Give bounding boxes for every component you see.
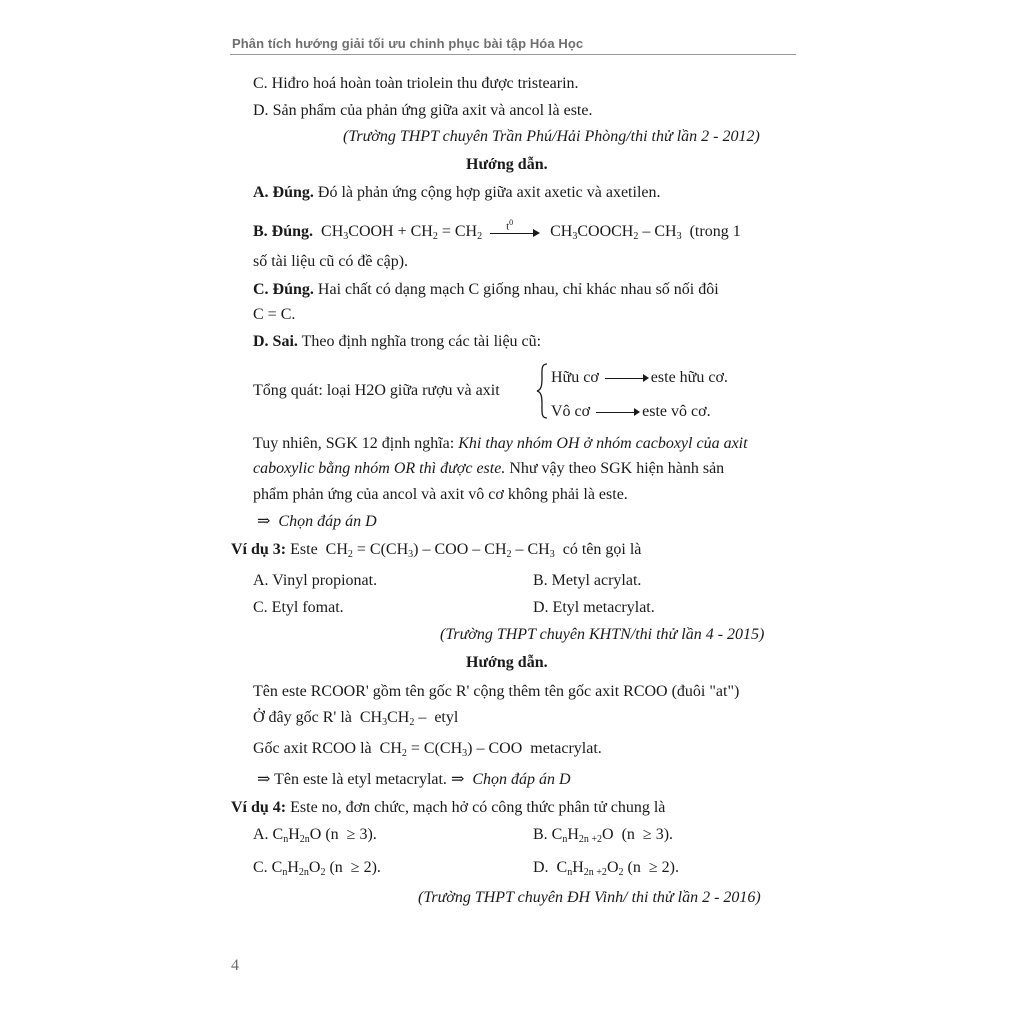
header-rule [230, 54, 796, 55]
example-3-option-b: B. Metyl acrylat. [533, 572, 642, 589]
branch-organic: Hữu cơ este hữu cơ. [551, 369, 728, 386]
arrow-icon [605, 378, 645, 379]
example-4-option-b: B. $C_nH_{2n +2}O$ (n ≥ 3). [533, 826, 674, 845]
general-statement: Tổng quát: loại H2O giữa rượu và axit [253, 382, 500, 399]
curly-brace-icon [535, 362, 549, 420]
branch-inorganic: Vô cơ este vô cơ. [551, 403, 711, 420]
running-header: Phân tích hướng giải tối ưu chinh phục bài tập Hóa Học [232, 36, 584, 51]
example-4-question: Ví dụ 4: Este no, đơn chức, mạch hở có công thức phân tử chung là [231, 799, 666, 816]
implies-icon: ⇒ [257, 771, 271, 788]
example-3-question: Ví dụ 3: Este $CH_2 = C(CH_3)$ – COO – $CH_2 - CH_3$ có tên gọi là [231, 541, 642, 560]
page-number: 4 [231, 957, 239, 974]
guide-title-2: Hướng dẫn. [466, 654, 548, 671]
answer-1: ⇒ Chọn đáp án D [257, 513, 377, 530]
option-d: D. Sản phẩm của phản ứng giữa axit và ancol là este. [253, 102, 593, 119]
however-line2: caboxylic bằng nhóm OR thì được este. Như vậy theo SGK hiện hành sản [253, 460, 725, 477]
example-3-option-c: C. Etyl fomat. [253, 599, 344, 616]
guide2-line1: Tên este RCOOR' gồm tên gốc R' cộng thêm tên gốc axit RCOO (đuôi "at") [253, 683, 740, 700]
guide1-c-line2: C = C. [253, 306, 296, 323]
guide1-b-equation: B. Đúng. $CH_3COOH + CH_2 = CH_2$ $t^0$ $CH_3COOCH_2 - CH_3$ (trong 1 [253, 217, 741, 242]
guide1-c: C. Đúng. Hai chất có dạng mạch C giống nhau, chỉ khác nhau số nối đôi [253, 281, 719, 298]
option-c: C. Hiđro hoá hoàn toàn triolein thu được tristearin. [253, 75, 579, 92]
implies-icon: ⇒ [257, 513, 271, 530]
source-citation-3: (Trường THPT chuyên ĐH Vinh/ thi thử lần 2 - 2016) [418, 889, 761, 906]
source-citation-1: (Trường THPT chuyên Trần Phú/Hải Phòng/thi thử lần 2 - 2012) [343, 128, 760, 145]
guide1-a: A. Đúng. Đó là phản ứng cộng hợp giữa axit axetic và axetilen. [253, 184, 661, 201]
example-4-option-d: D. $C_nH_{2n +2}O_2$ (n ≥ 2). [533, 859, 679, 878]
example-3-option-a: A. Vinyl propionat. [253, 572, 378, 589]
guide2-line3: Gốc axit RCOO là $CH_2 = C(CH_3)$ – COO metacrylat. [253, 740, 602, 759]
example-4-option-a: A. $C_nH_{2n}O$ (n ≥ 3). [253, 826, 377, 845]
arrow-icon [596, 412, 636, 413]
source-citation-2: (Trường THPT chuyên KHTN/thi thử lần 4 - 2015) [440, 626, 765, 643]
guide1-b-line2: số tài liệu cũ có đề cập). [253, 253, 409, 270]
example-3-option-d: D. Etyl metacrylat. [533, 599, 655, 616]
guide2-line2: Ở đây gốc R' là $CH_3CH_2$ – etyl [253, 709, 459, 728]
answer-2: ⇒ Tên este là etyl metacrylat. ⇒ Chọn đáp án D [257, 771, 571, 788]
implies-icon: ⇒ [450, 771, 465, 788]
however-line3: phẩm phản ứng của ancol và axit vô cơ không phải là este. [253, 486, 628, 503]
example-4-option-c: C. $C_nH_{2n}O_2$ (n ≥ 2). [253, 859, 381, 878]
however-line1: Tuy nhiên, SGK 12 định nghĩa: Khi thay nhóm OH ở nhóm cacboxyl của axit [253, 435, 748, 452]
guide-title-1: Hướng dẫn. [466, 156, 548, 173]
guide1-d: D. Sai. Theo định nghĩa trong các tài liệu cũ: [253, 333, 542, 350]
reaction-arrow: $t^0$ [490, 231, 538, 234]
